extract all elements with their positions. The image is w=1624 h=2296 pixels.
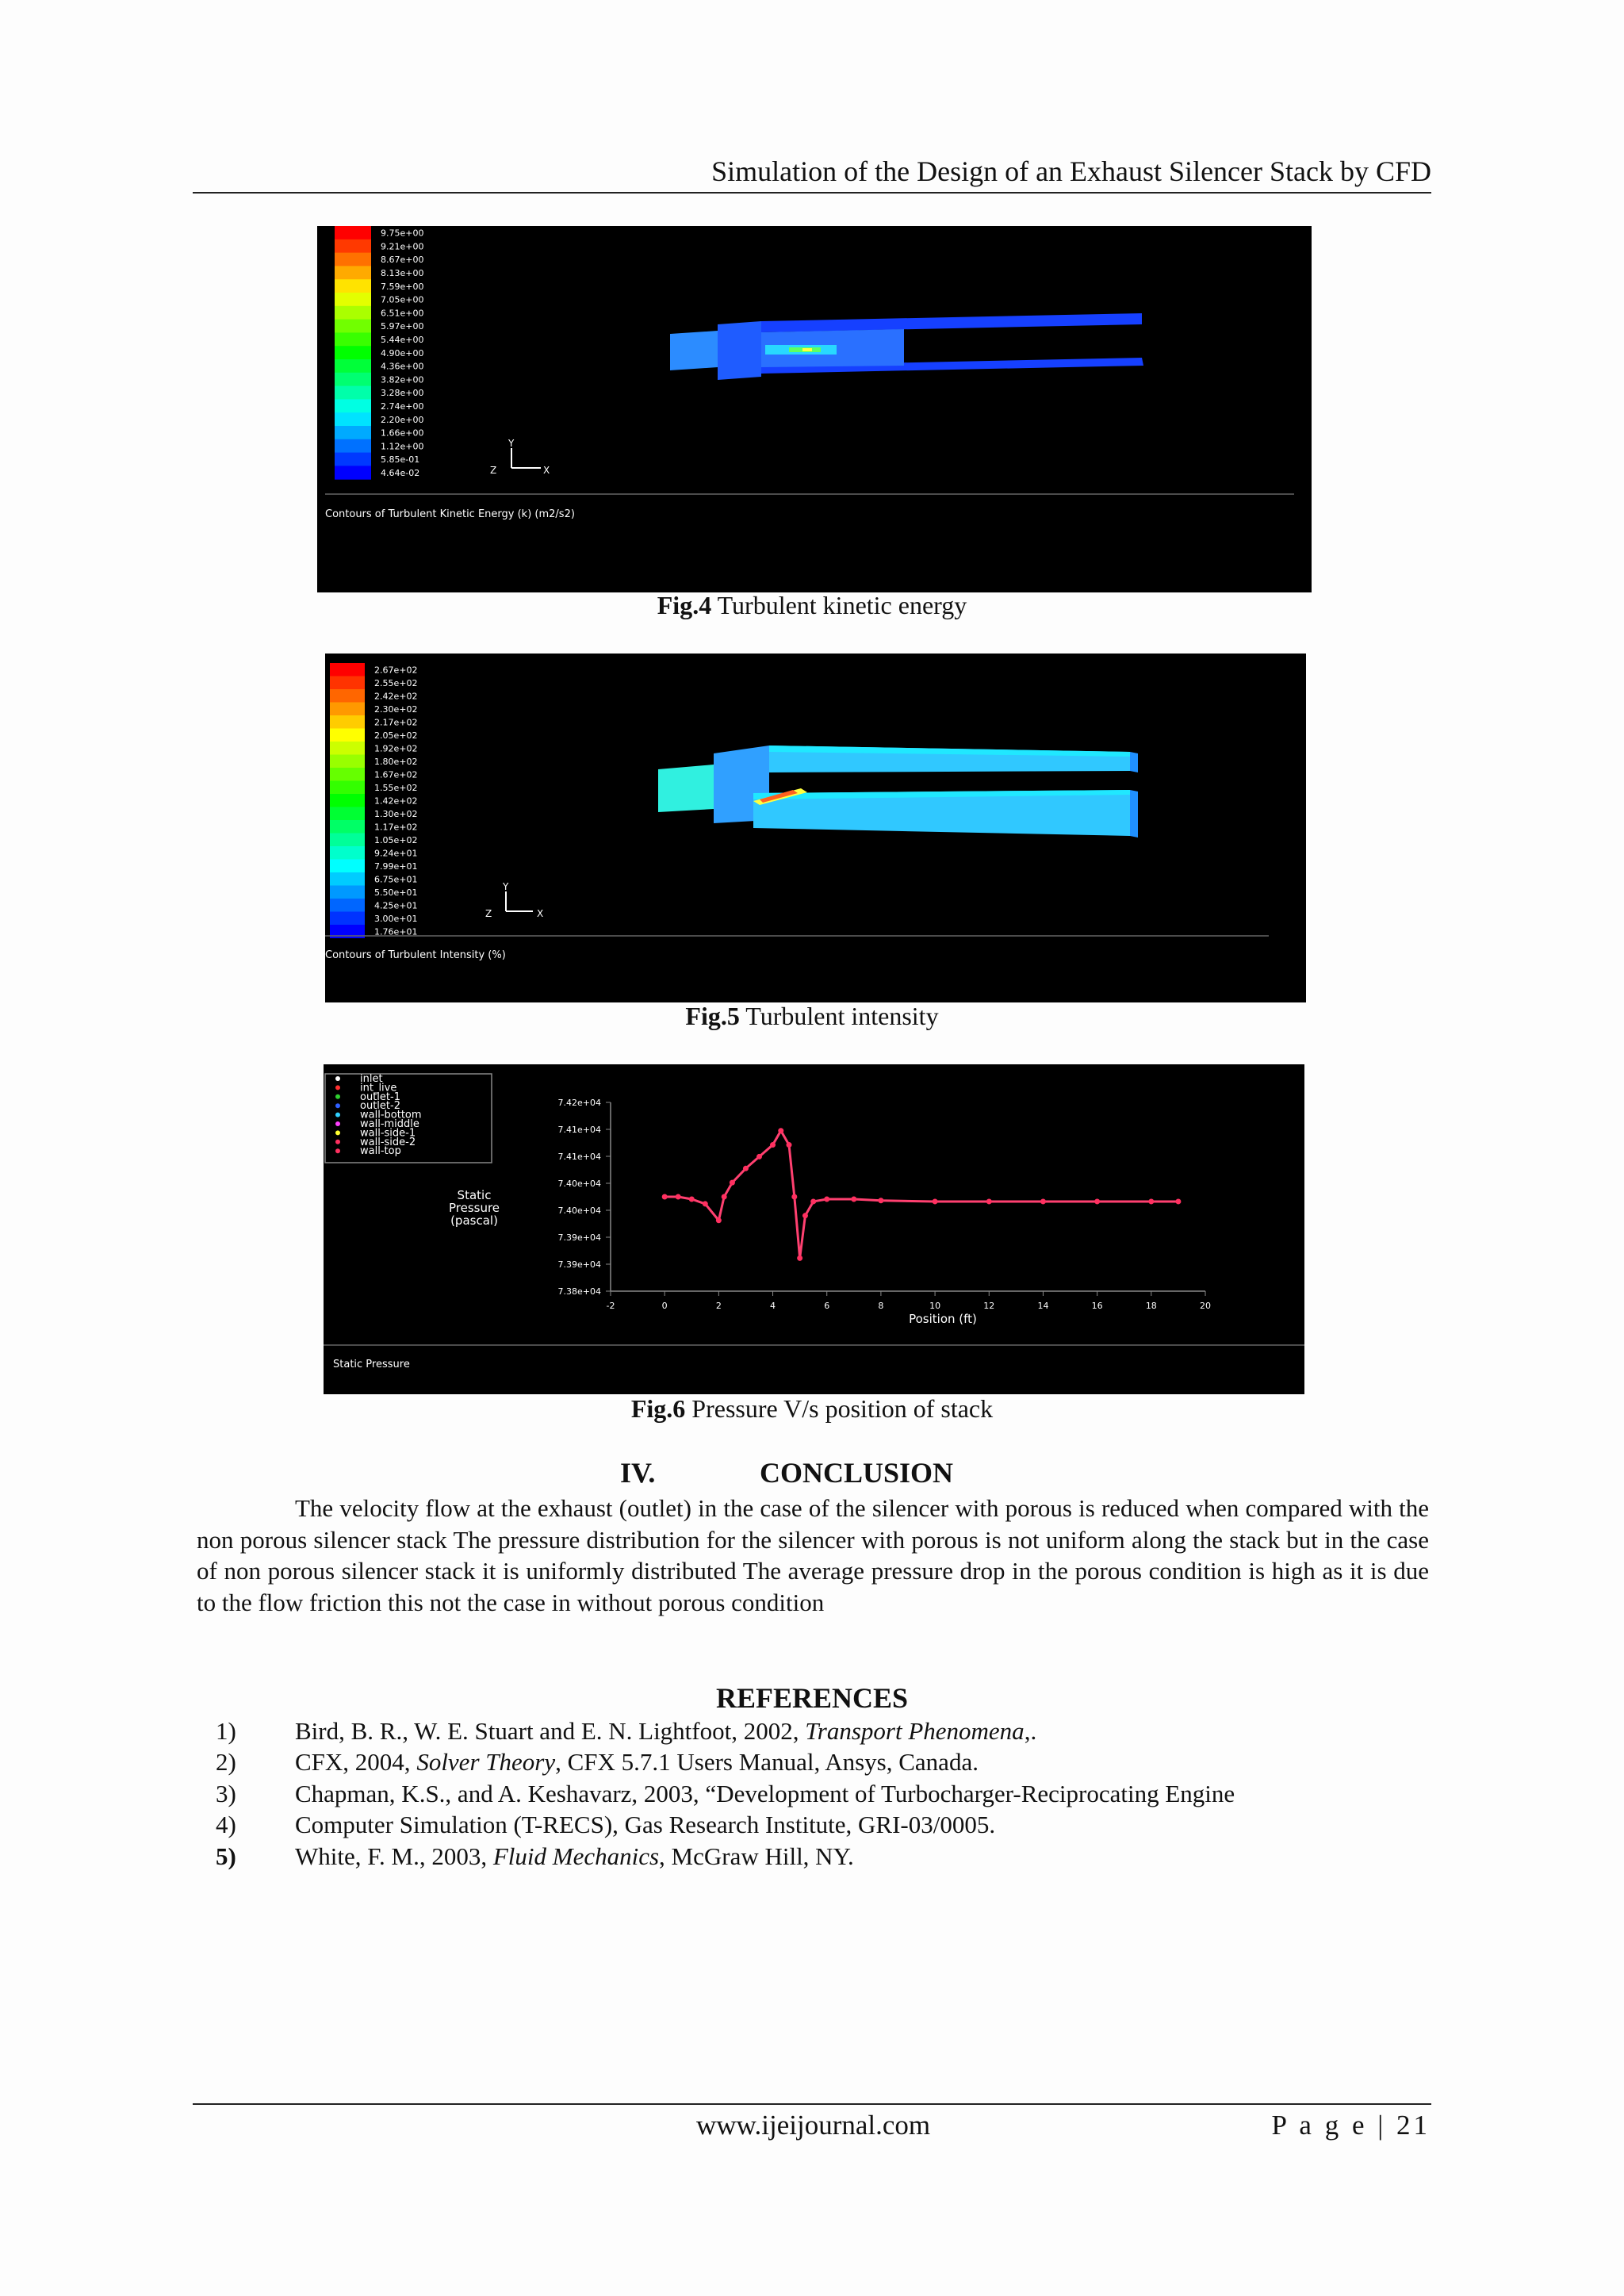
- legend-marker: [335, 1140, 340, 1144]
- data-point: [778, 1128, 783, 1133]
- legend-entry: wall-side-1: [360, 1127, 416, 1140]
- reference-number: 2): [216, 1748, 236, 1777]
- colorbar-swatch: [330, 729, 365, 742]
- x-tick-label: 2: [715, 1301, 722, 1311]
- silencer-contour-plot: [670, 313, 1143, 380]
- section-number: IV.: [620, 1457, 656, 1489]
- figure-6-static-pressure-plot: [324, 1064, 1304, 1394]
- colorbar-label: 8.13e+00: [381, 268, 424, 278]
- data-point: [824, 1196, 829, 1202]
- legend-entry: outlet-1: [360, 1091, 400, 1103]
- colorbar-label: 1.55e+02: [374, 782, 418, 793]
- caption-label: Fig.4: [657, 591, 712, 619]
- colorbar-swatch: [335, 373, 371, 386]
- reference-number: 1): [216, 1717, 236, 1745]
- legend-entry: int_live: [360, 1082, 397, 1094]
- colorbar-label: 2.67e+02: [374, 665, 418, 676]
- colorbar-swatch: [335, 412, 371, 426]
- colorbar-label: 5.97e+00: [381, 321, 424, 332]
- data-point: [986, 1198, 992, 1204]
- x-axis-title: Position (ft): [909, 1312, 977, 1326]
- conclusion-paragraph: The velocity flow at the exhaust (outlet) in the case of the silencer with porous is reduced when compared with the non porous silencer stack The pressure distribution for the silencer with porous is not uniform along the stack but in the case of non porous silencer stack it is uniformly distributed The average pressure drop in the porous condition is high as it is due to the flow friction this not the case in without porous condition: [197, 1494, 1429, 1616]
- colorbar-label: 7.59e+00: [381, 281, 424, 292]
- reference-number: 5): [216, 1842, 236, 1870]
- colorbar-label: 2.17e+02: [374, 717, 418, 728]
- colorbar-swatch: [330, 703, 365, 716]
- colorbar-label: 6.51e+00: [381, 308, 424, 319]
- x-tick-label: 4: [770, 1301, 776, 1311]
- y-tick-label: 7.40e+04: [557, 1205, 601, 1216]
- colorbar-swatch: [330, 912, 365, 926]
- data-point: [756, 1154, 762, 1159]
- data-point: [689, 1196, 695, 1202]
- colorbar-swatch: [330, 899, 365, 912]
- data-point: [770, 1142, 776, 1148]
- legend: [335, 1073, 422, 1157]
- colorbar-swatch: [330, 715, 365, 729]
- colorbar-swatch: [335, 253, 371, 266]
- colorbar-label: 5.44e+00: [381, 335, 424, 345]
- colorbar-label: 3.28e+00: [381, 388, 424, 399]
- colorbar-swatch: [335, 240, 371, 253]
- colorbar-swatch: [335, 293, 371, 306]
- colorbar-swatch: [330, 860, 365, 873]
- colorbar-swatch: [330, 834, 365, 847]
- y-axis-title: Static Pressure (pascal): [448, 1188, 500, 1228]
- legend-entry: wall-top: [360, 1145, 401, 1158]
- colorbar-label: 1.17e+02: [374, 822, 418, 833]
- data-point: [1175, 1198, 1181, 1204]
- colorbar-label: 5.50e+01: [374, 887, 418, 898]
- colorbar-swatch: [335, 332, 371, 346]
- reference-item: 3) Chapman, K.S., and A. Keshavarz, 2003, “Development of Turbocharger-Reciprocating Engine: [216, 1778, 1235, 1809]
- colorbar-label: 6.75e+01: [374, 874, 418, 885]
- figure-4-turbulent-kinetic-energy: [317, 226, 1312, 592]
- axis-z-label: Z: [490, 465, 497, 476]
- colorbar-swatch: [330, 846, 365, 860]
- legend-marker: [335, 1076, 340, 1081]
- data-point: [722, 1194, 727, 1200]
- axis-triad-icon: [485, 881, 543, 919]
- x-tick-label: 8: [878, 1301, 884, 1311]
- colorbar-label: 2.74e+00: [381, 401, 424, 412]
- legend-marker: [335, 1085, 340, 1090]
- data-point: [851, 1196, 856, 1202]
- colorbar-swatch: [330, 781, 365, 795]
- x-tick-label: 16: [1091, 1301, 1103, 1311]
- colorbar-label: 4.25e+01: [374, 900, 418, 911]
- colorbar-swatch: [330, 886, 365, 899]
- colorbar-swatch: [335, 320, 371, 333]
- colorbar-label: 1.76e+01: [374, 926, 418, 937]
- references-list: [216, 1715, 1235, 1872]
- colorbar-swatch: [330, 820, 365, 834]
- legend-entry: wall-middle: [360, 1118, 419, 1130]
- colorbar-label: 1.30e+02: [374, 808, 418, 819]
- y-tick-label: 7.40e+04: [557, 1179, 601, 1189]
- x-tick-label: -2: [606, 1301, 615, 1311]
- colorbar-label: 4.64e-02: [381, 468, 420, 478]
- y-tick-label: 7.38e+04: [557, 1286, 601, 1297]
- legend-entry: inlet: [360, 1073, 383, 1085]
- plot-title: Contours of Turbulent Intensity (%): [325, 949, 506, 961]
- data-point: [662, 1194, 668, 1200]
- x-tick-label: 6: [824, 1301, 830, 1311]
- data-point: [743, 1166, 749, 1171]
- plot-title: Contours of Turbulent Kinetic Energy (k) (m2/s2): [325, 508, 575, 520]
- data-point: [878, 1198, 883, 1203]
- legend-marker: [335, 1103, 340, 1108]
- colorbar-label: 4.90e+00: [381, 347, 424, 358]
- data-point: [1040, 1198, 1046, 1204]
- x-tick-label: 20: [1200, 1301, 1211, 1311]
- running-header: Simulation of the Design of an Exhaust Silencer Stack by CFD: [711, 155, 1431, 187]
- colorbar-label: 3.00e+01: [374, 913, 418, 924]
- colorbar-swatch: [330, 807, 365, 821]
- axis-x-label: X: [543, 465, 550, 476]
- colorbar-swatch: [330, 689, 365, 703]
- series-line: [665, 1131, 1178, 1259]
- colorbar-swatch: [335, 399, 371, 412]
- x-tick-label: 10: [929, 1301, 941, 1311]
- colorbar-swatch: [335, 266, 371, 279]
- colorbar-swatch: [330, 677, 365, 690]
- plot-footer-label: Static Pressure: [333, 1359, 410, 1370]
- data-point: [1148, 1198, 1154, 1204]
- legend-entry: wall-bottom: [360, 1109, 422, 1121]
- reference-number: 4): [216, 1811, 236, 1839]
- figure-5-caption: [0, 1002, 1624, 1031]
- colorbar-label: 1.42e+02: [374, 795, 418, 807]
- footer-url[interactable]: www.ijeijournal.com: [696, 2110, 931, 2141]
- y-tick-label: 7.39e+04: [557, 1259, 601, 1270]
- page-number: P a g e | 21: [1271, 2110, 1431, 2141]
- data-point: [703, 1201, 708, 1206]
- axis-z-label: Z: [485, 908, 492, 919]
- y-tick-label: 7.41e+04: [557, 1125, 601, 1135]
- data-point: [730, 1180, 735, 1186]
- colorbar-label: 9.21e+00: [381, 241, 424, 252]
- colorbar-label: 1.92e+02: [374, 743, 418, 754]
- legend-marker: [335, 1113, 340, 1117]
- colorbar-swatch: [330, 794, 365, 807]
- header-rule: [193, 192, 1431, 194]
- reference-item: 1) Bird, B. R., W. E. Stuart and E. N. Lightfoot, 2002, Transport Phenomena,.: [216, 1715, 1235, 1746]
- colorbar-label: 1.05e+02: [374, 834, 418, 845]
- caption-text: Pressure V/s position of stack: [685, 1394, 994, 1423]
- reference-item: 5) White, F. M., 2003, Fluid Mechanics, McGraw Hill, NY.: [216, 1841, 1235, 1872]
- figure-6-caption: [0, 1394, 1624, 1424]
- silencer-contour-plot: [658, 746, 1138, 838]
- colorbar-label: 7.05e+00: [381, 294, 424, 305]
- caption-label: Fig.5: [685, 1002, 740, 1030]
- colorbar-swatch: [335, 453, 371, 466]
- data-point: [933, 1198, 938, 1204]
- reference-item: 4) Computer Simulation (T-RECS), Gas Research Institute, GRI-03/0005.: [216, 1809, 1235, 1840]
- colorbar-label: 3.82e+00: [381, 374, 424, 385]
- colorbar-swatch: [335, 386, 371, 400]
- colorbar-label: 2.42e+02: [374, 691, 418, 702]
- colorbar-swatch: [335, 426, 371, 439]
- colorbar-label: 2.55e+02: [374, 677, 418, 688]
- colorbar-swatch: [330, 872, 365, 886]
- x-tick-label: 14: [1037, 1301, 1049, 1311]
- colorbar-label: 5.85e-01: [381, 454, 420, 466]
- colorbar-swatch: [330, 755, 365, 769]
- x-tick-label: 18: [1145, 1301, 1157, 1311]
- reference-item: 2) CFX, 2004, Solver Theory, CFX 5.7.1 Users Manual, Ansys, Canada.: [216, 1746, 1235, 1777]
- colorbar-label: 1.80e+02: [374, 756, 418, 767]
- data-point: [716, 1217, 722, 1223]
- x-tick-label: 0: [661, 1301, 668, 1311]
- y-tick-label: 7.42e+04: [557, 1098, 601, 1108]
- data-point: [797, 1255, 802, 1261]
- y-tick-label: 7.41e+04: [557, 1152, 601, 1162]
- reference-number: 3): [216, 1779, 236, 1807]
- caption-text: Turbulent kinetic energy: [711, 591, 967, 619]
- legend-marker: [335, 1121, 340, 1126]
- colorbar-swatch: [335, 439, 371, 453]
- colorbar-label: 1.66e+00: [381, 427, 424, 439]
- legend-marker: [335, 1148, 340, 1153]
- legend-marker: [335, 1094, 340, 1099]
- data-point: [1094, 1198, 1100, 1204]
- colorbar-label: 2.05e+02: [374, 730, 418, 741]
- colorbar-swatch: [335, 466, 371, 479]
- colorbar-swatch: [335, 279, 371, 293]
- colorbar-swatch: [335, 306, 371, 320]
- axis-y-label: Y: [508, 438, 515, 449]
- colorbar-label: 9.75e+00: [381, 228, 424, 239]
- colorbar-label: 7.99e+01: [374, 861, 418, 872]
- colorbar-label: 4.36e+00: [381, 361, 424, 372]
- data-point: [791, 1194, 797, 1200]
- colorbar-label: 2.30e+02: [374, 703, 418, 715]
- colorbar-label: 1.67e+02: [374, 769, 418, 780]
- data-point: [810, 1198, 816, 1204]
- colorbar-swatch: [335, 359, 371, 373]
- colorbar-label: 8.67e+00: [381, 255, 424, 266]
- colorbar-swatch: [330, 742, 365, 755]
- figure-5-turbulent-intensity: [325, 654, 1306, 1002]
- x-tick-label: 12: [983, 1301, 995, 1311]
- caption-label: Fig.6: [630, 1394, 686, 1423]
- colorbar-swatch: [330, 663, 365, 677]
- caption-text: Turbulent intensity: [739, 1002, 939, 1030]
- legend-entry: outlet-2: [360, 1100, 400, 1113]
- y-tick-label: 7.39e+04: [557, 1232, 601, 1243]
- data-point: [787, 1142, 792, 1148]
- footer-rule: [193, 2103, 1431, 2105]
- colorbar-label: 9.24e+01: [374, 848, 418, 859]
- axis-triad-icon: [490, 438, 550, 476]
- figure-4-caption: [0, 591, 1624, 620]
- colorbar-swatch: [335, 346, 371, 359]
- colorbar-label: 2.20e+00: [381, 414, 424, 425]
- legend-entry: wall-side-2: [360, 1136, 416, 1148]
- data-point: [676, 1194, 681, 1200]
- colorbar-swatch: [330, 768, 365, 781]
- section-title: CONCLUSION: [760, 1457, 954, 1489]
- axis-y-label: Y: [503, 881, 509, 892]
- data-point: [802, 1213, 808, 1218]
- references-title: REFERENCES: [715, 1682, 909, 1714]
- legend-marker: [335, 1130, 340, 1135]
- axis-x-label: X: [537, 908, 544, 919]
- colorbar-label: 1.12e+00: [381, 441, 424, 452]
- colorbar-swatch: [335, 226, 371, 240]
